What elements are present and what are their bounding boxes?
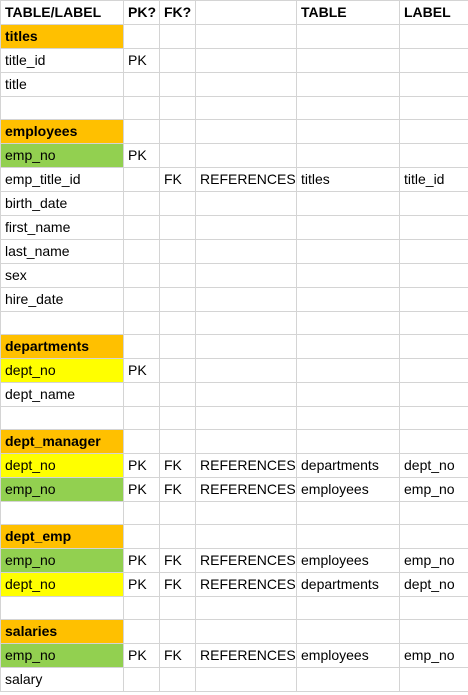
cell-ref-label[interactable] (400, 144, 468, 168)
table-row (1, 407, 468, 430)
table-row (1, 97, 468, 120)
cell-field-name[interactable]: emp_no (1, 549, 124, 573)
cell-pk[interactable]: PK (124, 573, 160, 597)
cell-field-name[interactable]: dept_name (1, 383, 124, 407)
table-row (1, 312, 468, 335)
cell-ref-label[interactable] (400, 430, 468, 454)
table-row (1, 549, 468, 573)
cell-ref-table[interactable] (297, 335, 400, 359)
cell-ref-table[interactable]: departments (297, 454, 400, 478)
cell-field-name[interactable]: dept_no (1, 359, 124, 383)
cell-field-name[interactable]: dept_emp (1, 525, 124, 549)
cell-references[interactable] (196, 525, 297, 549)
cell-fk[interactable] (160, 73, 196, 97)
cell-field-name[interactable]: emp_title_id (1, 168, 124, 192)
cell-pk[interactable]: PK (124, 454, 160, 478)
cell-field-name[interactable] (1, 502, 124, 525)
cell-fk[interactable] (160, 430, 196, 454)
cell-fk[interactable]: FK (160, 549, 196, 573)
table-row (1, 216, 468, 240)
cell-references[interactable]: REFERENCES (196, 478, 297, 502)
cell-references[interactable] (196, 597, 297, 620)
cell-fk[interactable] (160, 288, 196, 312)
table-row (1, 335, 468, 359)
table-row (1, 502, 468, 525)
cell-pk[interactable] (124, 288, 160, 312)
cell-fk[interactable] (160, 120, 196, 144)
table-row (1, 288, 468, 312)
cell-field-name[interactable]: salaries (1, 620, 124, 644)
cell-pk[interactable] (124, 525, 160, 549)
cell-field-name[interactable]: dept_manager (1, 430, 124, 454)
table-row (1, 120, 468, 144)
cell-ref-table[interactable] (297, 216, 400, 240)
cell-field-name[interactable] (1, 597, 124, 620)
cell-ref-table[interactable] (297, 668, 400, 692)
cell-pk[interactable] (124, 407, 160, 430)
cell-ref-label[interactable] (400, 120, 468, 144)
cell-ref-table[interactable] (297, 73, 400, 97)
cell-references[interactable]: REFERENCES (196, 573, 297, 597)
table-row (1, 192, 468, 216)
cell-fk[interactable] (160, 407, 196, 430)
cell-ref-table[interactable] (297, 120, 400, 144)
cell-references[interactable] (196, 49, 297, 73)
cell-field-name[interactable]: last_name (1, 240, 124, 264)
cell-fk[interactable] (160, 264, 196, 288)
cell-references[interactable] (196, 216, 297, 240)
cell-references[interactable] (196, 312, 297, 335)
cell-fk[interactable] (160, 597, 196, 620)
cell-pk[interactable]: PK (124, 549, 160, 573)
cell-pk[interactable]: PK (124, 359, 160, 383)
table-row (1, 525, 468, 549)
cell-ref-table[interactable] (297, 620, 400, 644)
cell-references[interactable] (196, 335, 297, 359)
table-row (1, 430, 468, 454)
cell-references[interactable] (196, 359, 297, 383)
table-row (1, 383, 468, 407)
cell-ref-table[interactable]: departments (297, 573, 400, 597)
cell-ref-label[interactable]: dept_no (400, 573, 468, 597)
table-row (1, 49, 468, 73)
cell-fk[interactable] (160, 144, 196, 168)
cell-pk[interactable] (124, 216, 160, 240)
cell-fk[interactable] (160, 525, 196, 549)
cell-ref-table[interactable] (297, 144, 400, 168)
cell-ref-label[interactable] (400, 73, 468, 97)
cell-references[interactable] (196, 73, 297, 97)
cell-fk[interactable] (160, 335, 196, 359)
cell-ref-label[interactable] (400, 97, 468, 120)
cell-pk[interactable] (124, 335, 160, 359)
cell-fk[interactable] (160, 620, 196, 644)
header-pk[interactable]: PK? (124, 1, 160, 25)
table-row (1, 620, 468, 644)
cell-field-name[interactable]: emp_no (1, 644, 124, 668)
header-table[interactable]: TABLE (297, 1, 400, 25)
table-row (1, 668, 468, 692)
header-row (1, 1, 468, 25)
cell-field-name[interactable]: title_id (1, 49, 124, 73)
cell-field-name[interactable] (1, 312, 124, 335)
cell-pk[interactable] (124, 120, 160, 144)
cell-fk[interactable]: FK (160, 168, 196, 192)
cell-ref-table[interactable] (297, 97, 400, 120)
table-row (1, 454, 468, 478)
cell-ref-label[interactable] (400, 216, 468, 240)
cell-fk[interactable] (160, 97, 196, 120)
cell-ref-label[interactable]: emp_no (400, 549, 468, 573)
cell-field-name[interactable]: dept_no (1, 573, 124, 597)
cell-ref-label[interactable] (400, 240, 468, 264)
cell-ref-table[interactable] (297, 240, 400, 264)
cell-field-name[interactable]: first_name (1, 216, 124, 240)
cell-pk[interactable] (124, 597, 160, 620)
cell-pk[interactable]: PK (124, 144, 160, 168)
table-row (1, 168, 468, 192)
cell-ref-label[interactable] (400, 502, 468, 525)
cell-fk[interactable] (160, 240, 196, 264)
cell-references[interactable] (196, 407, 297, 430)
cell-pk[interactable]: PK (124, 644, 160, 668)
cell-ref-table[interactable] (297, 192, 400, 216)
cell-ref-label[interactable] (400, 359, 468, 383)
cell-field-name[interactable]: emp_no (1, 478, 124, 502)
cell-references[interactable] (196, 383, 297, 407)
cell-references[interactable] (196, 620, 297, 644)
cell-references[interactable]: REFERENCES (196, 644, 297, 668)
cell-ref-label[interactable] (400, 668, 468, 692)
cell-ref-label[interactable]: title_id (400, 168, 468, 192)
cell-pk[interactable] (124, 73, 160, 97)
cell-ref-label[interactable] (400, 25, 468, 49)
cell-pk[interactable]: PK (124, 478, 160, 502)
cell-ref-label[interactable] (400, 288, 468, 312)
cell-pk[interactable] (124, 430, 160, 454)
cell-ref-table[interactable] (297, 288, 400, 312)
cell-pk[interactable] (124, 192, 160, 216)
table-row (1, 597, 468, 620)
cell-ref-table[interactable] (297, 407, 400, 430)
cell-ref-label[interactable] (400, 597, 468, 620)
cell-field-name[interactable]: salary (1, 668, 124, 692)
table-row (1, 359, 468, 383)
cell-field-name[interactable] (1, 97, 124, 120)
cell-ref-label[interactable] (400, 525, 468, 549)
cell-fk[interactable]: FK (160, 454, 196, 478)
cell-references[interactable] (196, 240, 297, 264)
cell-references[interactable]: REFERENCES (196, 549, 297, 573)
cell-field-name[interactable]: titles (1, 25, 124, 49)
table-row (1, 478, 468, 502)
cell-fk[interactable] (160, 49, 196, 73)
cell-pk[interactable] (124, 620, 160, 644)
table-row (1, 144, 468, 168)
cell-ref-label[interactable] (400, 264, 468, 288)
cell-fk[interactable] (160, 216, 196, 240)
cell-references[interactable] (196, 264, 297, 288)
cell-ref-table[interactable] (297, 25, 400, 49)
cell-ref-label[interactable] (400, 49, 468, 73)
cell-ref-table[interactable]: employees (297, 549, 400, 573)
cell-ref-label[interactable] (400, 620, 468, 644)
cell-ref-table[interactable] (297, 49, 400, 73)
cell-fk[interactable] (160, 359, 196, 383)
cell-fk[interactable]: FK (160, 573, 196, 597)
cell-ref-table[interactable] (297, 359, 400, 383)
cell-pk[interactable] (124, 240, 160, 264)
cell-fk[interactable]: FK (160, 478, 196, 502)
cell-ref-label[interactable] (400, 192, 468, 216)
cell-ref-label[interactable] (400, 312, 468, 335)
cell-ref-table[interactable] (297, 597, 400, 620)
cell-ref-table[interactable] (297, 525, 400, 549)
cell-references[interactable] (196, 668, 297, 692)
table-row (1, 644, 468, 668)
header-table-label[interactable]: TABLE/LABEL (1, 1, 124, 25)
cell-references[interactable] (196, 97, 297, 120)
cell-references[interactable] (196, 25, 297, 49)
cell-fk[interactable] (160, 668, 196, 692)
cell-pk[interactable] (124, 264, 160, 288)
cell-field-name[interactable] (1, 407, 124, 430)
cell-pk[interactable] (124, 312, 160, 335)
table-row (1, 25, 468, 49)
table-row (1, 240, 468, 264)
cell-ref-table[interactable] (297, 264, 400, 288)
table-row (1, 264, 468, 288)
header-label[interactable]: LABEL (400, 1, 468, 25)
cell-ref-table[interactable] (297, 502, 400, 525)
cell-ref-table[interactable]: employees (297, 478, 400, 502)
header-references[interactable] (196, 1, 297, 25)
cell-ref-label[interactable]: emp_no (400, 478, 468, 502)
cell-ref-table[interactable]: titles (297, 168, 400, 192)
cell-fk[interactable] (160, 312, 196, 335)
cell-references[interactable] (196, 120, 297, 144)
cell-field-name[interactable]: emp_no (1, 144, 124, 168)
cell-ref-table[interactable] (297, 383, 400, 407)
cell-field-name[interactable]: birth_date (1, 192, 124, 216)
cell-references[interactable]: REFERENCES (196, 454, 297, 478)
cell-field-name[interactable]: departments (1, 335, 124, 359)
cell-references[interactable] (196, 144, 297, 168)
cell-fk[interactable] (160, 502, 196, 525)
cell-references[interactable] (196, 502, 297, 525)
cell-references[interactable]: REFERENCES (196, 168, 297, 192)
cell-pk[interactable] (124, 502, 160, 525)
cell-references[interactable] (196, 288, 297, 312)
cell-ref-table[interactable] (297, 430, 400, 454)
cell-ref-label[interactable]: dept_no (400, 454, 468, 478)
cell-pk[interactable] (124, 668, 160, 692)
cell-fk[interactable] (160, 383, 196, 407)
cell-fk[interactable]: FK (160, 644, 196, 668)
cell-references[interactable] (196, 192, 297, 216)
cell-field-name[interactable]: title (1, 73, 124, 97)
header-fk[interactable]: FK? (160, 1, 196, 25)
cell-ref-label[interactable]: emp_no (400, 644, 468, 668)
cell-pk[interactable] (124, 383, 160, 407)
table-row (1, 573, 468, 597)
cell-ref-label[interactable] (400, 407, 468, 430)
cell-ref-table[interactable]: employees (297, 644, 400, 668)
cell-ref-table[interactable] (297, 312, 400, 335)
cell-ref-label[interactable] (400, 335, 468, 359)
cell-fk[interactable] (160, 25, 196, 49)
cell-field-name[interactable]: employees (1, 120, 124, 144)
table-row (1, 73, 468, 97)
cell-fk[interactable] (160, 192, 196, 216)
cell-field-name[interactable]: dept_no (1, 454, 124, 478)
cell-pk[interactable]: PK (124, 49, 160, 73)
cell-pk[interactable] (124, 168, 160, 192)
cell-references[interactable] (196, 430, 297, 454)
cell-ref-label[interactable] (400, 383, 468, 407)
cell-pk[interactable] (124, 25, 160, 49)
cell-field-name[interactable]: sex (1, 264, 124, 288)
cell-pk[interactable] (124, 97, 160, 120)
cell-field-name[interactable]: hire_date (1, 288, 124, 312)
